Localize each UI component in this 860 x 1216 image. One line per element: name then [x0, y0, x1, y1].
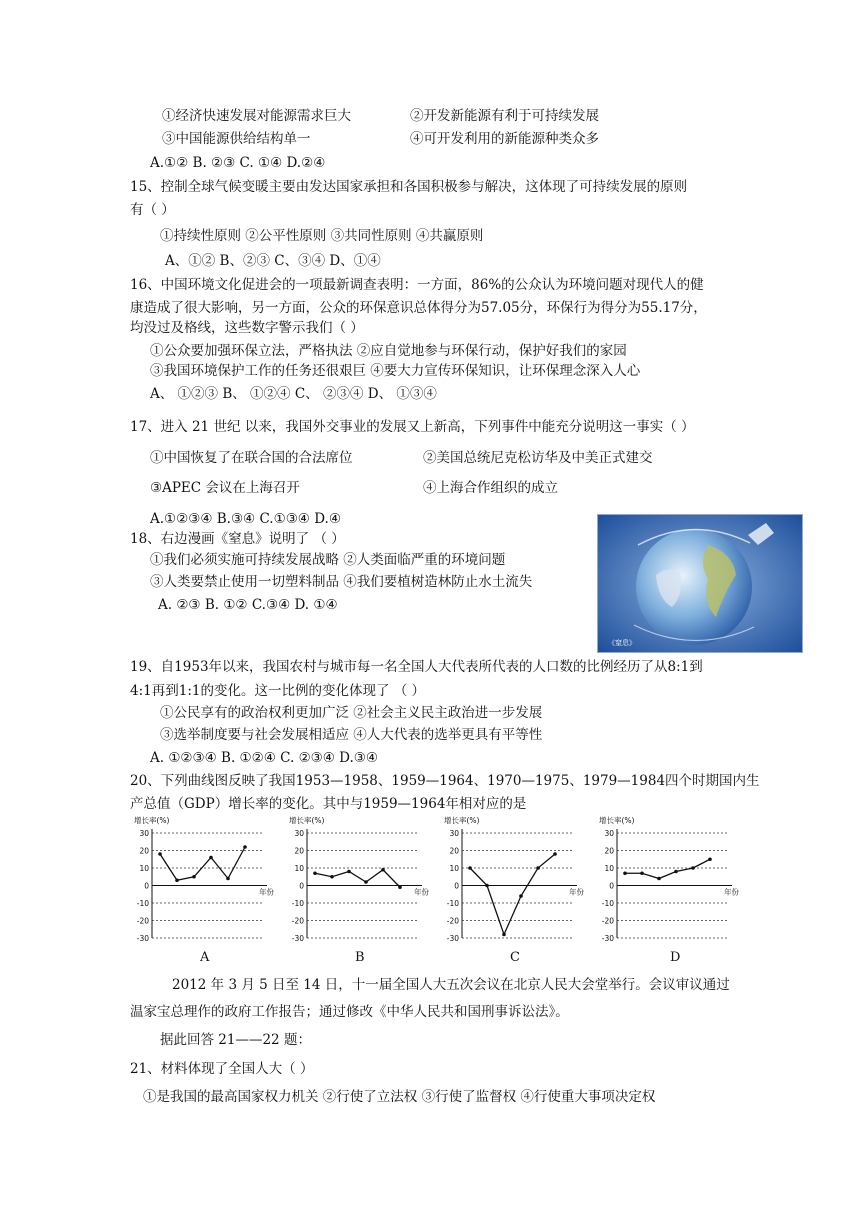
chart-3-ytick-label: 30 — [604, 829, 614, 838]
chart-1-point — [364, 880, 368, 884]
chart-3-point — [623, 871, 627, 875]
q14-choices: A.①② B. ②③ C. ①④ D.②④ — [150, 155, 326, 171]
chart-3-ytick-label: 0 — [609, 881, 614, 891]
q19-options-12: ①公民享有的政治权利更加广泛 ②社会主义民主政治进一步发展 — [160, 705, 543, 721]
chart-2-point — [502, 933, 506, 937]
q21-stem: 21、材料体现了全国人大（ ） — [130, 1061, 314, 1077]
chart-label-b: B — [355, 950, 365, 965]
chart-3-xlabel: 年份 — [724, 887, 739, 897]
chart-0-xlabel: 年份 — [259, 887, 274, 897]
chart-1-point — [330, 875, 334, 879]
q14-option-3: ③中国能源供给结构单一 — [162, 131, 311, 147]
chart-2-ytick-label: 20 — [449, 846, 459, 856]
chart-2-xlabel: 年份 — [569, 887, 584, 897]
chart-3-point — [674, 870, 678, 874]
chart-2-point — [553, 852, 557, 856]
q14-option-1: ①经济快速发展对能源需求巨大 — [162, 108, 351, 124]
q16-stem-line1: 16、中国环境文化促进会的一项最新调查表明：一方面，86%的公众认为环境问题对现代人的健 — [130, 277, 704, 293]
chart-3-series-line — [625, 859, 710, 878]
q19-choices: A. ①②③④ B. ①②④ C. ②③④ D.③④ — [150, 750, 379, 766]
cartoon-caption: 《窒息》 — [608, 639, 636, 647]
chart-3-ytick-label: -30 — [601, 934, 614, 943]
q18-stem: 18、右边漫画《窒息》说明了 （ ） — [130, 531, 345, 547]
chart-1-ytick-label: -10 — [291, 899, 304, 908]
chart-2-ytick-label: 10 — [449, 864, 459, 873]
chart-2-point — [468, 866, 472, 870]
q16-options-12: ①公众要加强环保立法，严格执法 ②应自觉地参与环保行动，保护好我们的家园 — [150, 343, 627, 359]
chart-0-point — [243, 845, 247, 849]
q18-choices: A. ②③ B. ①② C.③④ D. ①④ — [158, 597, 338, 613]
chart-0-ytick-label: 10 — [139, 864, 149, 873]
q21-options: ①是我国的最高国家权力机关 ②行使了立法权 ③行使了监督权 ④行使重大事项决定权 — [143, 1089, 656, 1105]
chart-2-ytick-label: -30 — [446, 934, 459, 943]
chart-0-ytick-label: 30 — [139, 829, 149, 838]
q19-stem-line1: 19、自1953年以来，我国农村与城市每一名全国人大代表所代表的人口数的比例经历了从8:1到 — [130, 659, 703, 675]
chart-3-ytick-label: -20 — [601, 916, 614, 926]
chart-2-point — [519, 894, 523, 898]
material-line1: 2012 年 3 月 5 日至 14 日，十一届全国人大五次会议在北京人民大会堂举行。会议审议通过 — [172, 977, 730, 993]
q16-stem-line3: 均没过及格线，这些数字警示我们（ ） — [130, 320, 364, 336]
chart-0-point — [209, 856, 213, 860]
chart-1-point — [398, 885, 402, 889]
chart-1-point — [347, 870, 351, 874]
q17-choices: A.①②③④ B.③④ C.①③④ D.④ — [150, 511, 341, 527]
chart-1-point — [313, 871, 317, 875]
chart-0-series-line — [160, 847, 245, 880]
chart-2-ytick-label: -10 — [446, 899, 459, 908]
chart-label-a: A — [200, 950, 210, 965]
chart-1-ytick-label: 20 — [294, 846, 304, 856]
q19-options-34: ③选举制度要与社会发展相适应 ④人大代表的选举更具有平等性 — [160, 727, 543, 743]
chart-3-point — [657, 877, 661, 881]
chart-2-point — [536, 866, 540, 870]
chart-label-d: D — [670, 950, 681, 965]
q20-stem-line2: 产总值（GDP）增长率的变化。其中与1959—1964年相对应的是 — [130, 796, 527, 812]
chart-1-point — [381, 868, 385, 872]
chart-0-ylabel: 增长率(%) — [134, 816, 170, 825]
chart-1-ytick-label: -30 — [291, 934, 304, 943]
chart-0-ytick-label: 0 — [144, 881, 149, 891]
chart-0-ytick-label: 20 — [139, 846, 149, 856]
q17-option-3: ③APEC 会议在上海召开 — [150, 480, 300, 496]
q19-stem-line2: 4:1再到1:1的变化。这一比例的变化体现了 （ ） — [130, 683, 426, 699]
q18-options-34: ③人类要禁止使用一切塑料制品 ④我们要植树造林防止水土流失 — [150, 574, 533, 590]
chart-0-ytick-label: -30 — [136, 934, 149, 943]
chart-0-point — [226, 877, 230, 881]
q18-options-12: ①我们必须实施可持续发展战略 ②人类面临严重的环境问题 — [150, 552, 506, 568]
chart-2-ytick-label: 0 — [454, 881, 459, 891]
q16-choices: A、 ①②③ B、 ①②④ C、 ②③④ D、 ①③④ — [150, 386, 437, 402]
material-line2: 温家宝总理作的政府工作报告；通过修改《中华人民共和国刑事诉讼法》。 — [130, 1004, 569, 1020]
q16-options-34: ③我国环境保护工作的任务还很艰巨 ④要大力宣传环保知识，让环保理念深入人心 — [150, 363, 641, 379]
q16-stem-line2: 康造成了很大影响，另一方面，公众的环保意识总体得分为57.05分，环保行为得分为55.17分， — [130, 300, 707, 316]
chart-3-point — [691, 866, 695, 870]
chart-3-ylabel: 增长率(%) — [599, 816, 635, 825]
chart-label-c: C — [510, 950, 520, 965]
chart-1-series-line — [315, 870, 400, 888]
material-line3: 据此回答 21——22 题： — [160, 1032, 311, 1048]
chart-1-xlabel: 年份 — [414, 887, 429, 897]
chart-3-ytick-label: -10 — [601, 899, 614, 908]
chart-2-ylabel: 增长率(%) — [444, 816, 480, 825]
chart-0-ytick-label: -20 — [136, 916, 149, 926]
chart-1-ytick-label: -20 — [291, 916, 304, 926]
chart-0-ytick-label: -10 — [136, 899, 149, 908]
q15-stem-line1: 15、控制全球气候变暖主要由发达国家承担和各国积极参与解决，这体现了可持续发展的原则 — [130, 179, 688, 195]
q17-option-4: ④上海合作组织的成立 — [423, 480, 558, 496]
q15-options: ①持续性原则 ②公平性原则 ③共同性原则 ④共赢原则 — [160, 228, 484, 244]
chart-2-ytick-label: 30 — [449, 829, 459, 838]
gdp-growth-charts — [130, 813, 739, 953]
chart-2-ytick-label: -20 — [446, 916, 459, 926]
globe-shape — [636, 529, 752, 645]
chart-3-point — [708, 857, 712, 861]
q15-stem-line2: 有（ ） — [130, 202, 175, 218]
q17-option-2: ②美国总统尼克松访华及中美正式建交 — [423, 450, 653, 466]
chart-1-ytick-label: 10 — [294, 864, 304, 873]
chart-0-point — [158, 852, 162, 856]
q17-stem: 17、进入 21 世纪 以来，我国外交事业的发展又上新高，下列事件中能充分说明这一事实（ ） — [130, 419, 695, 435]
q20-stem-line1: 20、下列曲线图反映了我国1953—1958、1959—1964、1970—1975、1979—1984四个时期国内生 — [130, 773, 760, 789]
chart-2-series-line — [470, 854, 555, 935]
cartoon-suffocation-image — [597, 514, 803, 653]
q15-choices: A、①② B、②③ C、③④ D、①④ — [165, 253, 381, 269]
chart-3-ytick-label: 10 — [604, 864, 614, 873]
chart-2-point — [485, 884, 489, 888]
chart-3-point — [640, 871, 644, 875]
chart-0-point — [192, 875, 196, 879]
chart-1-ytick-label: 30 — [294, 829, 304, 838]
chart-0-point — [175, 878, 179, 882]
chart-1-ylabel: 增长率(%) — [289, 816, 325, 825]
chart-1-ytick-label: 0 — [299, 881, 304, 891]
q14-option-2: ②开发新能源有利于可持续发展 — [410, 108, 599, 124]
chart-3-ytick-label: 20 — [604, 846, 614, 856]
q14-option-4: ④可开发利用的新能源种类众多 — [410, 131, 599, 147]
q17-option-1: ①中国恢复了在联合国的合法席位 — [150, 450, 353, 466]
